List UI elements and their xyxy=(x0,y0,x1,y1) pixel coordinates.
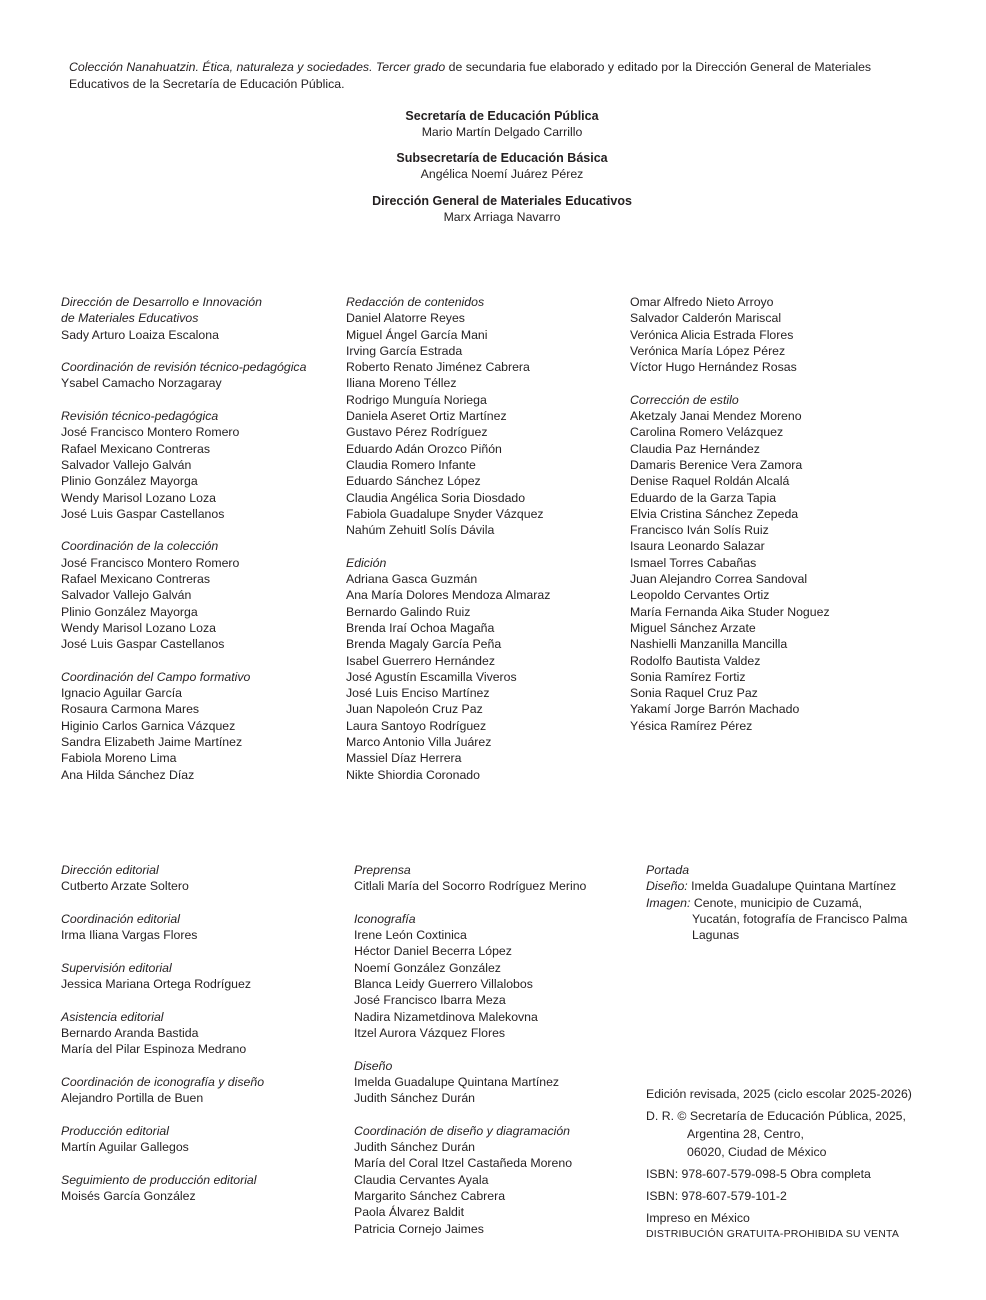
credit-name: Sady Arturo Loaiza Escalona xyxy=(61,327,219,342)
credit-name: Héctor Daniel Becerra López xyxy=(354,944,512,959)
section-spacer xyxy=(61,1106,264,1122)
credit-name: Ysabel Camacho Norzagaray xyxy=(61,376,222,391)
credit-name: Brenda Magaly García Peña xyxy=(346,637,502,652)
credit-name: Margarito Sánchez Cabrera xyxy=(354,1188,506,1203)
credit-name: Salvador Vallejo Galván xyxy=(61,457,192,472)
credit-role: Coordinación de revisión técnico-pedagógica xyxy=(61,360,307,375)
address-line: Argentina 28, Centro, xyxy=(687,1127,804,1141)
credit-name: Ignacio Aguilar García xyxy=(61,686,182,701)
credit-name: Salvador Calderón Mariscal xyxy=(630,311,782,326)
section-spacer xyxy=(61,1155,264,1171)
address-line: 06020, Ciudad de México xyxy=(687,1145,827,1159)
free-distribution-notice: DISTRIBUCIÓN GRATUITA-PROHIBIDA SU VENTA xyxy=(646,1228,900,1240)
authority-sep xyxy=(0,108,986,140)
credit-name: Rodolfo Bautista Valdez xyxy=(630,653,761,668)
cover-role: Portada xyxy=(646,863,690,877)
credit-name: José Luis Gaspar Castellanos xyxy=(61,506,225,521)
cover-image-label: Imagen: xyxy=(646,895,691,910)
credit-name: Isabel Guerrero Hernández xyxy=(346,653,496,668)
cover-image-line xyxy=(646,895,907,911)
credits-column-1 xyxy=(61,294,306,783)
credit-role: de Materiales Educativos xyxy=(61,311,199,326)
credit-name: Claudia Angélica Soria Diosdado xyxy=(346,490,526,505)
authority-seb xyxy=(0,150,986,182)
section-spacer xyxy=(61,895,264,911)
credit-name: Paola Álvarez Baldit xyxy=(354,1205,465,1220)
credit-name: Martín Aguilar Gallegos xyxy=(61,1140,189,1155)
section-spacer xyxy=(630,375,830,391)
credit-name: José Luis Enciso Martínez xyxy=(346,686,490,701)
credit-name: Aketzaly Janai Mendez Moreno xyxy=(630,409,802,424)
authority-title: Dirección General de Materiales Educativos xyxy=(372,194,632,208)
credit-name: Irma Iliana Vargas Flores xyxy=(61,928,198,943)
credit-name: Bernardo Galindo Ruiz xyxy=(346,604,471,619)
section-spacer xyxy=(61,992,264,1008)
credit-name: Miguel Sánchez Arzate xyxy=(630,620,756,635)
credit-name: Sonia Ramírez Fortiz xyxy=(630,669,746,684)
credit-name: Noemí González González xyxy=(354,960,501,975)
credit-name: Verónica Alicia Estrada Flores xyxy=(630,327,794,342)
cover-image-text-2: Yucatán, fotografía de Francisco Palma xyxy=(692,911,908,926)
credit-name: Blanca Leidy Guerrero Villalobos xyxy=(354,977,533,992)
colophon-intro xyxy=(69,59,929,92)
credit-name: Rafael Mexicano Contreras xyxy=(61,572,210,587)
credit-name: María del Pilar Espinoza Medrano xyxy=(61,1042,247,1057)
credit-name: Alejandro Portilla de Buen xyxy=(61,1091,204,1106)
section-spacer xyxy=(61,653,306,669)
section-spacer xyxy=(61,343,306,359)
credit-name: Juan Napoleón Cruz Paz xyxy=(346,702,483,717)
credit-role: Redacción de contenidos xyxy=(346,295,485,309)
credit-name: Ana María Dolores Mendoza Almaraz xyxy=(346,588,551,603)
credit-name: Claudia Romero Infante xyxy=(346,457,476,472)
credit-name: Isaura Leonardo Salazar xyxy=(630,539,765,554)
credits-column-5 xyxy=(354,862,586,1237)
credit-name: José Agustín Escamilla Viveros xyxy=(346,669,517,684)
printed-in: Impreso en México xyxy=(646,1211,750,1225)
credit-name: Daniel Alatorre Reyes xyxy=(346,311,465,326)
credit-name: Jessica Mariana Ortega Rodríguez xyxy=(61,977,252,992)
credit-role: Seguimiento de producción editorial xyxy=(61,1172,257,1187)
section-spacer xyxy=(346,538,550,554)
isbn-complete: ISBN: 978-607-579-098-5 Obra completa xyxy=(646,1167,871,1181)
credit-name: Irving García Estrada xyxy=(346,343,463,358)
credit-name: Itzel Aurora Vázquez Flores xyxy=(354,1025,506,1040)
credit-name: Wendy Marisol Lozano Loza xyxy=(61,620,216,635)
credit-role: Edición xyxy=(346,555,387,570)
cover-design-label: Diseño: xyxy=(646,879,688,894)
credit-role: Coordinación del Campo formativo xyxy=(61,669,251,684)
legal-block xyxy=(646,1085,912,1243)
credit-name: Irene León Coxtinica xyxy=(354,928,467,943)
credit-name: Ismael Torres Cabañas xyxy=(630,555,757,570)
credit-name: Brenda Iraí Ochoa Magaña xyxy=(346,620,495,635)
credit-name: José Luis Gaspar Castellanos xyxy=(61,637,225,652)
credit-name: Leopoldo Cervantes Ortiz xyxy=(630,588,770,603)
intro-text: de secundaria fue elaborado y editado por la Dirección General de Materiales Educativos de la Secretaría de Educación Pública. xyxy=(69,60,872,91)
credit-name: Gustavo Pérez Rodríguez xyxy=(346,425,488,440)
credit-role: Producción editorial xyxy=(61,1123,170,1138)
credit-name: José Francisco Montero Romero xyxy=(61,555,240,570)
credit-name: Francisco Iván Solís Ruiz xyxy=(630,523,769,538)
credit-name: Rosaura Carmona Mares xyxy=(61,702,200,717)
credit-role: Asistencia editorial xyxy=(61,1009,164,1024)
credit-name: Imelda Guadalupe Quintana Martínez xyxy=(354,1074,560,1089)
credit-name: Fabiola Moreno Lima xyxy=(61,751,177,766)
credit-name: Fabiola Guadalupe Snyder Vázquez xyxy=(346,506,544,521)
book-title: Colección Nanahuatzin. Ética, naturaleza y sociedades. Tercer grado xyxy=(69,60,446,74)
credit-name: Nadira Nizametdinova Malekovna xyxy=(354,1009,538,1024)
credit-name: Bernardo Aranda Bastida xyxy=(61,1025,199,1040)
credit-name: Judith Sánchez Durán xyxy=(354,1091,475,1106)
credits-column-2 xyxy=(346,294,550,783)
credit-role: Dirección de Desarrollo e Innovación xyxy=(61,295,262,309)
credits-column-3 xyxy=(630,294,830,734)
section-spacer xyxy=(61,1058,264,1074)
credit-name: Patricia Cornejo Jaimes xyxy=(354,1221,484,1236)
credit-name: Yésica Ramírez Pérez xyxy=(630,718,753,733)
credit-name: María Fernanda Aika Studer Noguez xyxy=(630,604,830,619)
credit-role: Coordinación de diseño y diagramación xyxy=(354,1123,571,1138)
credit-name: Salvador Vallejo Galván xyxy=(61,588,192,603)
credit-role: Preprensa xyxy=(354,863,411,877)
credit-name: Judith Sánchez Durán xyxy=(354,1140,475,1155)
credit-role: Diseño xyxy=(354,1058,393,1073)
credit-name: Denise Raquel Roldán Alcalá xyxy=(630,474,790,489)
credit-name: Plinio González Mayorga xyxy=(61,474,198,489)
credit-role: Coordinación editorial xyxy=(61,911,180,926)
cover-credits xyxy=(646,862,907,943)
copyright-line: D. R. © Secretaría de Educación Pública, 2025, xyxy=(646,1109,906,1123)
section-spacer xyxy=(354,895,586,911)
credit-name: Iliana Moreno Téllez xyxy=(346,376,457,391)
credit-name: Daniela Aseret Ortiz Martínez xyxy=(346,409,507,424)
credit-name: Moisés García González xyxy=(61,1188,196,1203)
credit-name: Eduardo de la Garza Tapia xyxy=(630,490,777,505)
isbn-volume: ISBN: 978-607-579-101-2 xyxy=(646,1189,787,1203)
credit-role: Corrección de estilo xyxy=(630,392,739,407)
credit-role: Supervisión editorial xyxy=(61,960,172,975)
section-spacer xyxy=(61,392,306,408)
credit-role: Coordinación de iconografía y diseño xyxy=(61,1074,265,1089)
credit-name: Juan Alejandro Correa Sandoval xyxy=(630,572,808,587)
credit-name: Miguel Ángel García Mani xyxy=(346,327,488,342)
credit-name: Yakamí Jorge Barrón Machado xyxy=(630,702,800,717)
credits-column-4 xyxy=(61,862,264,1204)
credit-name: Citlali María del Socorro Rodríguez Merino xyxy=(354,879,587,894)
credit-name: Claudia Paz Hernández xyxy=(630,441,760,456)
credit-name: José Francisco Ibarra Meza xyxy=(354,993,506,1008)
credit-name: Claudia Cervantes Ayala xyxy=(354,1172,489,1187)
credit-name: Elvia Cristina Sánchez Zepeda xyxy=(630,506,799,521)
credit-name: Massiel Díaz Herrera xyxy=(346,751,462,766)
credit-name: Cutberto Arzate Soltero xyxy=(61,879,189,894)
authority-name: Marx Arriaga Navarro xyxy=(443,210,561,224)
credit-name: Rafael Mexicano Contreras xyxy=(61,441,210,456)
authority-name: Mario Martín Delgado Carrillo xyxy=(421,125,583,139)
edition-line: Edición revisada, 2025 (ciclo escolar 2025-2026) xyxy=(646,1087,912,1101)
credit-role: Coordinación de la colección xyxy=(61,539,219,554)
credit-name: Eduardo Sánchez López xyxy=(346,474,481,489)
credit-name: Víctor Hugo Hernández Rosas xyxy=(630,360,797,375)
credit-name: Laura Santoyo Rodríguez xyxy=(346,718,487,733)
credit-name: Plinio González Mayorga xyxy=(61,604,198,619)
section-spacer xyxy=(354,1106,586,1122)
authority-title: Subsecretaría de Educación Básica xyxy=(396,151,608,165)
credit-role: Dirección editorial xyxy=(61,863,159,877)
credit-name: Sandra Elizabeth Jaime Martínez xyxy=(61,735,243,750)
credit-name: Damaris Berenice Vera Zamora xyxy=(630,457,803,472)
credit-role: Iconografía xyxy=(354,911,416,926)
cover-design-name: Imelda Guadalupe Quintana Martínez xyxy=(687,879,897,894)
authority-title: Secretaría de Educación Pública xyxy=(405,109,599,123)
credit-name: Adriana Gasca Guzmán xyxy=(346,572,478,587)
credit-name: Marco Antonio Villa Juárez xyxy=(346,735,492,750)
cover-design-line xyxy=(646,878,907,894)
credit-name: Roberto Renato Jiménez Cabrera xyxy=(346,360,530,375)
section-spacer xyxy=(61,943,264,959)
authority-dgme xyxy=(0,193,986,225)
credit-name: Carolina Romero Velázquez xyxy=(630,425,784,440)
credit-name: Eduardo Adán Orozco Piñón xyxy=(346,441,502,456)
credit-name: José Francisco Montero Romero xyxy=(61,425,240,440)
credit-name: Nahúm Zehuitl Solís Dávila xyxy=(346,523,495,538)
cover-image-text-3: Lagunas xyxy=(692,928,740,943)
credit-name: María del Coral Itzel Castañeda Moreno xyxy=(354,1156,573,1171)
cover-image-text: Cenote, municipio de Cuzamá, xyxy=(690,895,862,910)
credit-name: Sonia Raquel Cruz Paz xyxy=(630,686,758,701)
credit-name: Ana Hilda Sánchez Díaz xyxy=(61,767,195,782)
section-spacer xyxy=(354,1041,586,1057)
credit-name: Higinio Carlos Garnica Vázquez xyxy=(61,718,236,733)
credit-name: Nashielli Manzanilla Mancilla xyxy=(630,637,788,652)
credit-name: Nikte Shiordia Coronado xyxy=(346,767,480,782)
credit-role: Revisión técnico-pedagógica xyxy=(61,409,219,424)
credit-name: Verónica María López Pérez xyxy=(630,343,786,358)
section-spacer xyxy=(61,522,306,538)
authority-name: Angélica Noemí Juárez Pérez xyxy=(420,167,584,181)
credit-name: Wendy Marisol Lozano Loza xyxy=(61,490,216,505)
credit-name: Rodrigo Munguía Noriega xyxy=(346,392,487,407)
credit-name: Omar Alfredo Nieto Arroyo xyxy=(630,295,774,309)
